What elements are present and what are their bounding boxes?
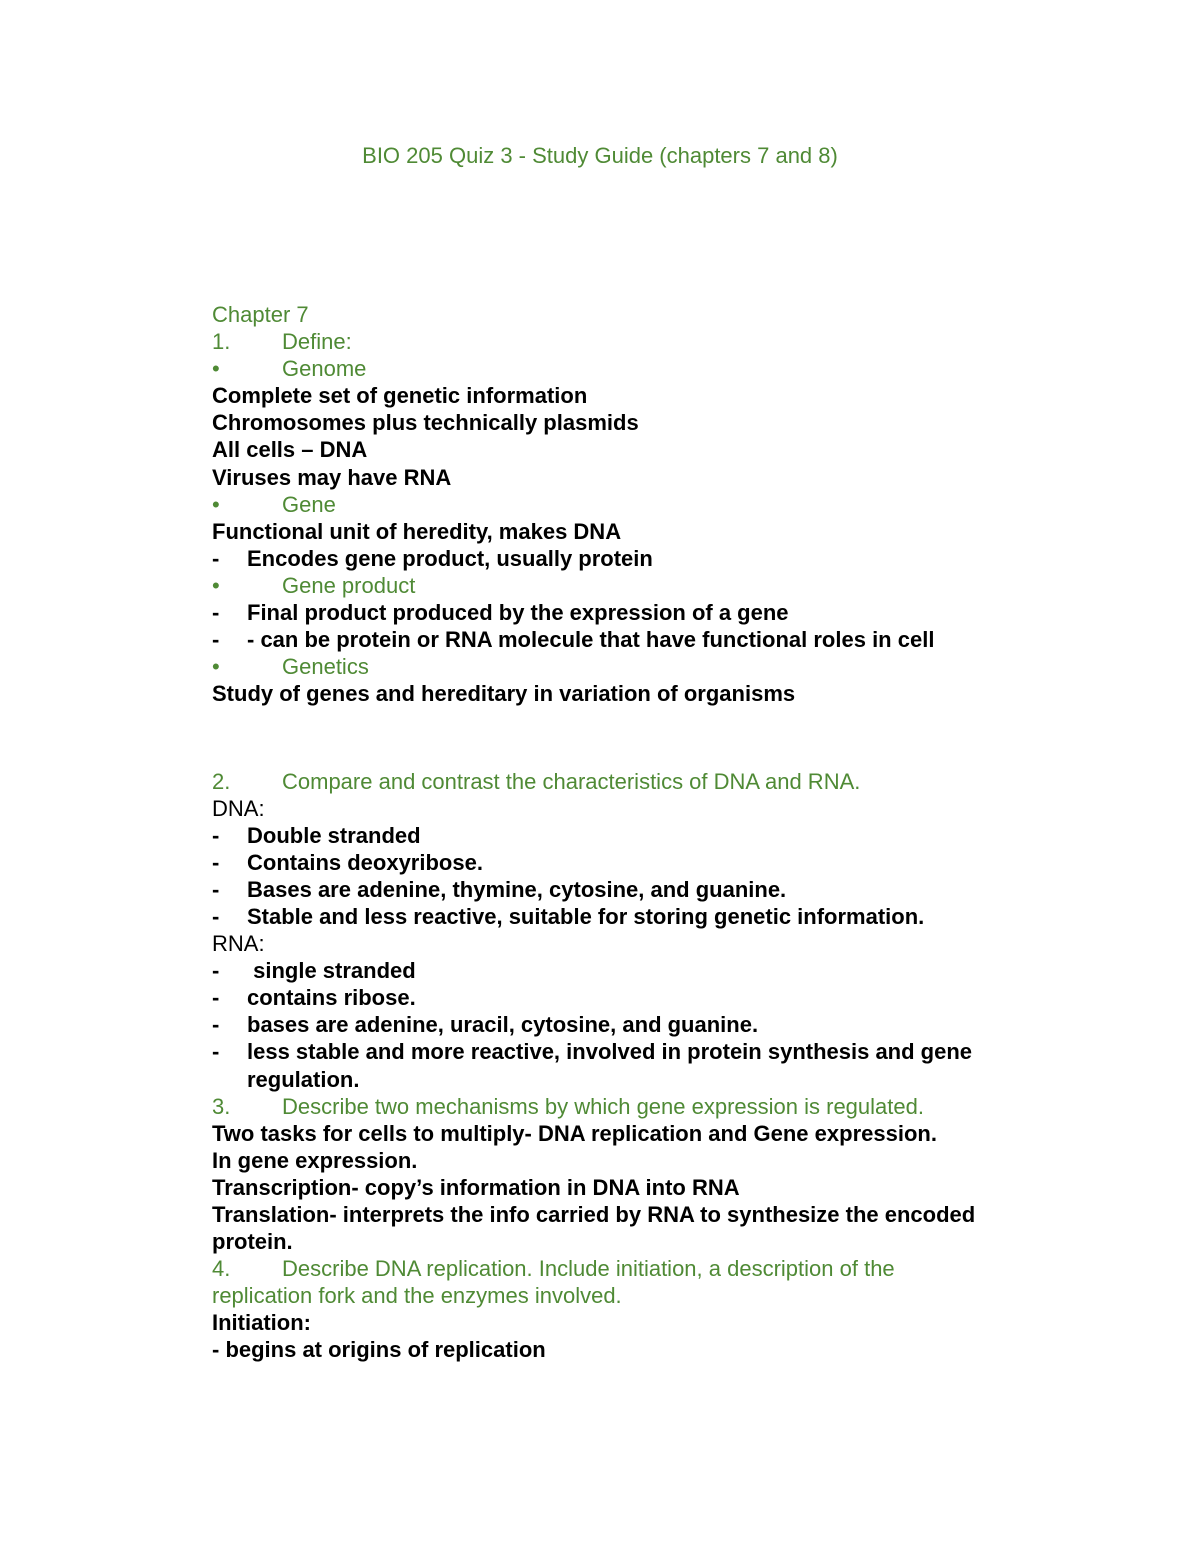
dash-item — [212, 957, 1112, 984]
term-gene-product — [212, 572, 1112, 599]
dash-text: less stable and more reactive, involved in protein synthesis and gene — [247, 1039, 973, 1065]
question-2 — [212, 768, 1112, 795]
body-line: Functional unit of heredity, makes DNA — [212, 518, 622, 544]
body-line: Translation- interprets the info carried by RNA to synthesize the encoded — [212, 1202, 976, 1227]
dna-label: DNA: — [212, 795, 265, 821]
dash-text: Stable and less reactive, suitable for storing genetic information. — [247, 903, 925, 929]
body-line: protein. — [212, 1229, 293, 1255]
question-number: 2. — [212, 768, 231, 794]
term-label: Gene — [282, 491, 336, 517]
dash-marker: - — [212, 627, 220, 653]
term-gene — [212, 491, 1112, 518]
term-label: Genome — [282, 356, 367, 382]
body-line: Initiation: — [212, 1310, 311, 1336]
question-4-continued: replication fork and the enzymes involved. — [212, 1283, 622, 1309]
dash-marker: - — [212, 903, 220, 929]
dash-item — [212, 545, 1112, 572]
question-number: 3. — [212, 1093, 231, 1119]
term-genome — [212, 355, 1112, 382]
dash-text: bases are adenine, uracil, cytosine, and guanine. — [247, 1012, 759, 1038]
question-text: Compare and contrast the characteristics of DNA and RNA. — [282, 768, 861, 794]
bullet-icon: • — [212, 572, 220, 598]
dash-text: Encodes gene product, usually protein — [247, 545, 653, 571]
body-line: Study of genes and hereditary in variation of organisms — [212, 681, 796, 707]
term-genetics — [212, 653, 1112, 680]
dash-text: Double stranded — [247, 822, 421, 848]
dash-item — [212, 626, 1112, 653]
bullet-icon: • — [212, 491, 220, 517]
dash-marker: - — [212, 1039, 220, 1065]
dash-item — [212, 849, 1112, 876]
term-label: Genetics — [282, 654, 369, 680]
question-3 — [212, 1093, 1112, 1120]
body-line: In gene expression. — [212, 1147, 418, 1173]
dash-text: - can be protein or RNA molecule that have functional roles in cell — [247, 627, 935, 653]
dash-item-continued: regulation. — [247, 1066, 360, 1092]
dash-item — [212, 984, 1112, 1011]
rna-label: RNA: — [212, 931, 265, 957]
dash-text: contains ribose. — [247, 985, 416, 1011]
body-line: Complete set of genetic information — [212, 383, 588, 409]
body-line: - begins at origins of replication — [212, 1337, 546, 1363]
dash-item — [212, 822, 1112, 849]
spacer — [212, 735, 1112, 768]
spacer — [212, 707, 1112, 734]
dash-item — [212, 599, 1112, 626]
body-line: Two tasks for cells to multiply- DNA replication and Gene expression. — [212, 1120, 937, 1146]
dash-item — [212, 1011, 1112, 1038]
term-label: Gene product — [282, 572, 416, 598]
dash-marker: - — [212, 985, 220, 1011]
question-text: Define: — [282, 329, 352, 355]
document-title: BIO 205 Quiz 3 - Study Guide (chapters 7 and 8) — [362, 143, 838, 168]
question-text: Describe two mechanisms by which gene expression is regulated. — [282, 1093, 924, 1119]
question-1 — [212, 328, 1112, 355]
dash-text: single stranded — [247, 958, 416, 984]
dash-marker: - — [212, 849, 220, 875]
dash-item — [212, 1038, 1112, 1065]
dash-marker: - — [212, 876, 220, 902]
body-line: Viruses may have RNA — [212, 464, 452, 490]
question-text: Describe DNA replication. Include initiation, a description of the — [282, 1256, 895, 1282]
body-line: All cells – DNA — [212, 437, 368, 463]
dash-marker: - — [212, 600, 220, 626]
bullet-icon: • — [212, 654, 220, 680]
dash-item — [212, 903, 1112, 930]
question-number: 1. — [212, 329, 231, 355]
body-line: Transcription- copy’s information in DNA into RNA — [212, 1174, 740, 1200]
dash-text: Bases are adenine, thymine, cytosine, and guanine. — [247, 876, 787, 902]
dash-marker: - — [212, 545, 220, 571]
dash-text: Final product produced by the expression of a gene — [247, 600, 789, 626]
dash-text: Contains deoxyribose. — [247, 849, 483, 875]
body-line: Chromosomes plus technically plasmids — [212, 410, 639, 436]
dash-item — [212, 876, 1112, 903]
dash-marker: - — [212, 1012, 220, 1038]
document-body — [212, 301, 1112, 1364]
dash-marker: - — [212, 822, 220, 848]
question-4 — [212, 1255, 1112, 1282]
chapter-heading: Chapter 7 — [212, 302, 309, 327]
question-number: 4. — [212, 1256, 231, 1282]
dash-marker: - — [212, 958, 220, 984]
bullet-icon: • — [212, 356, 220, 382]
